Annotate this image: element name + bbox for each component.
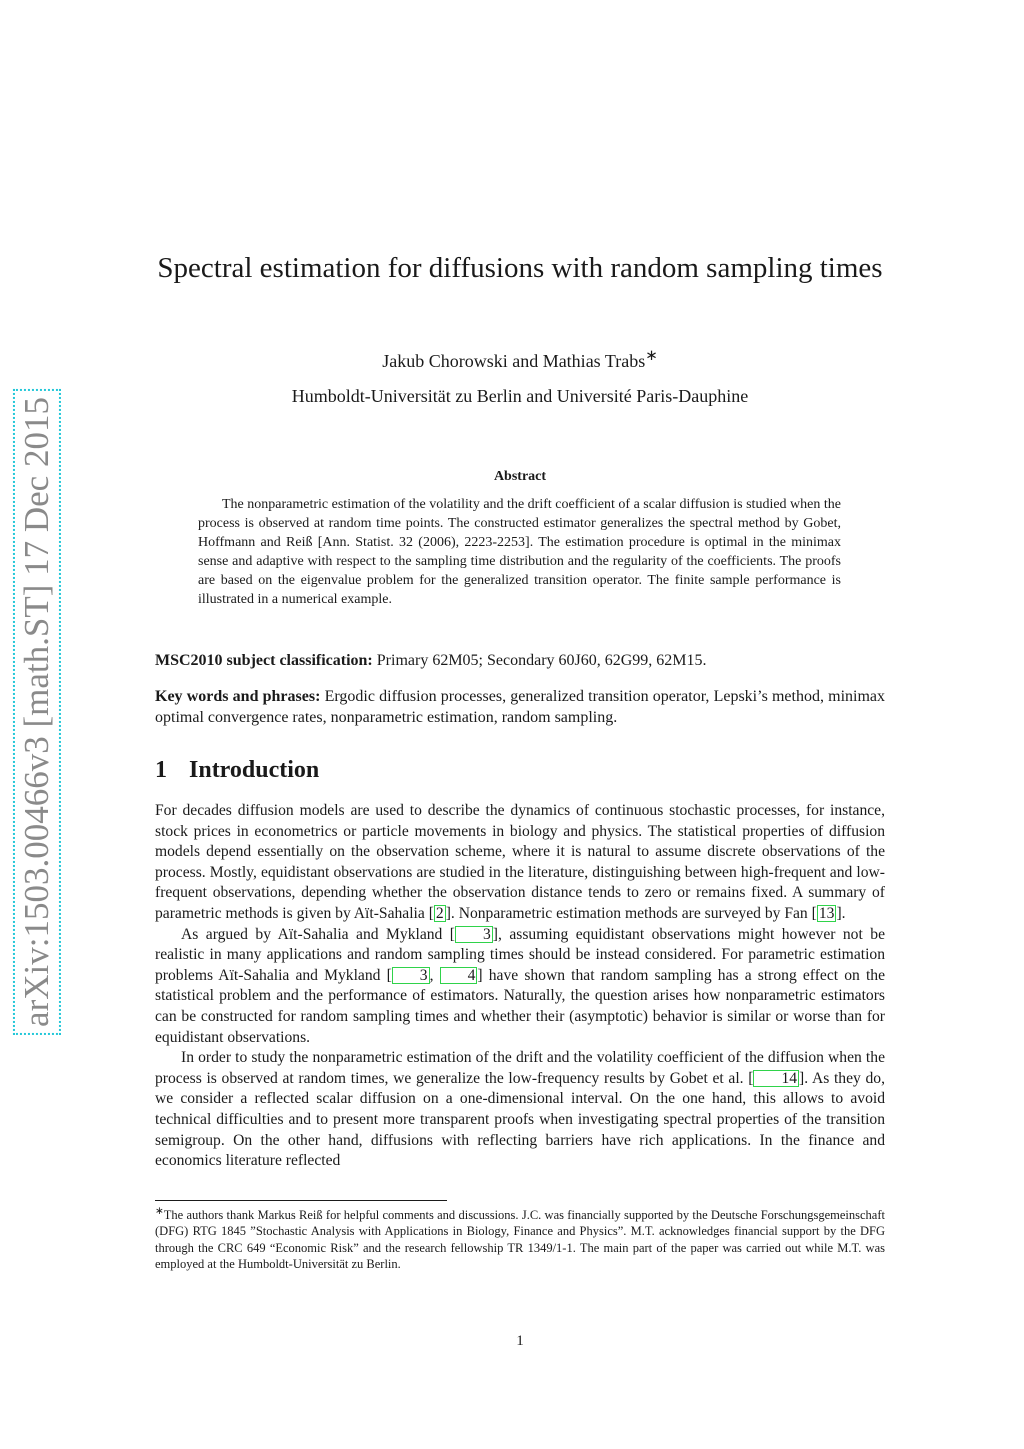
paragraph-text: , assuming equidistant observations might however not be realistic in many applications and random sampling times should be instead considered. For parametric estimation problems Aït-Sahalia and Mykland (155, 925, 885, 984)
section-title: Introduction (189, 757, 320, 783)
citation-link[interactable]: 3 (455, 926, 493, 943)
author-footnote-mark[interactable]: ∗ (645, 348, 658, 364)
msc-text: Primary 62M05; Secondary 60J60, 62G99, 62M15. (372, 652, 707, 669)
author-names: Jakub Chorowski and Mathias Trabs (382, 351, 646, 371)
abstract-heading: Abstract (493, 469, 547, 484)
paragraph-text: . As they do, we consider a reflected scalar diffusion on a one-dimensional interval. On the one hand, this allows to avoid technical difficulties and to present more transparent proofs when investigating spectral properties of the transition semigroup. On the other hand, diffusions with reflecting barriers have rich applications. In the finance and economics literature reflected (155, 1069, 885, 1170)
paragraph-text: have shown that random sampling has a strong effect on the statistical problem and the performance of estimators. Naturally, the question arises how nonparametric estimators can be constructed for random sampling times and whether their (asymptotic) behavior is similar or worse than for equidistant observations. (155, 966, 885, 1046)
section-heading (155, 757, 319, 784)
paragraph-text: . (841, 904, 846, 922)
section-number: 1 (155, 757, 167, 783)
arxiv-id-link[interactable]: arXiv:1503.00466v3 [math.ST] 17 Dec 2015 (13, 389, 61, 1035)
footnote-rule (155, 1200, 447, 1201)
msc-classification (155, 652, 885, 670)
citation-link[interactable]: 4 (440, 967, 478, 984)
citation-link[interactable]: 13 (818, 904, 835, 922)
footnote (155, 1204, 885, 1272)
affiliation: Humboldt-Universität zu Berlin and Université Paris-Dauphine (291, 386, 749, 406)
paragraph-3: In order to study the nonparametric estimation of the drift and the volatility coefficient of the diffusion when the process is observed at random times, we generalize the low-frequency results by Gobet et al. [ 14 ]. As they do, we consider a reflected scalar diffusion on a one-dimensional interval. On the one hand, this allows to avoid technical difficulties and to present more transparent proofs when investigating spectral properties of the transition semigroup. On the other hand, diffusions with reflecting barriers have rich applications. In the finance and economics literature reflected (155, 1049, 885, 1170)
footnote-text: The authors thank Markus Reiß for helpful comments and discussions. J.C. was financially supported by the Deutsche Forschungsgemeinschaft (DFG) RTG 1845 ”Stochastic Analysis with Applications in Biology, Finance and Physics”. M.T. acknowledges financial support by the DFG through the CRC 649 “Economic Risk” and the research fellowship TR 1349/1-1. The main part of the paper was carried out while M.T. was employed at the Humboldt-Universität zu Berlin. (155, 1208, 885, 1272)
keywords-label: Key words and phrases: (155, 688, 321, 705)
citation-link[interactable]: 14 (753, 1070, 799, 1087)
arxiv-stamp (12, 392, 62, 1032)
keywords (155, 686, 885, 728)
page-number: 1 (516, 1333, 524, 1349)
paper-title: Spectral estimation for diffusions with random sampling times (157, 252, 883, 284)
paragraph-text: For decades diffusion models are used to describe the dynamics of continuous stochastic processes, for instance, stock prices in econometrics or particle movements in biology and physics. The statistical properties of diffusion models depend essentially on the observation scheme, where it is natural to assume discrete observations of the process. Mostly, equidistant observations are studied in the literature, distinguishing between high-frequent and low-frequent observations, depending whether the observation distance tends to zero or remains fixed. A summary of parametric methods is given by Aït-Sahalia (155, 802, 885, 922)
paragraph-1: For decades diffusion models are used to describe the dynamics of continuous stochastic processes, for instance, stock prices in econometrics or particle movements in biology and physics. The statistical properties of diffusion models depend essentially on the observation scheme, where it is natural to assume discrete observations of the process. Mostly, equidistant observations are studied in the literature, distinguishing between high-frequent and low-frequent observations, depending whether the observation distance tends to zero or remains fixed. A summary of parametric methods is given by Aït-Sahalia [ 2 ]. Nonparametric estimation methods are surveyed by Fan [ 13 ]. (155, 802, 885, 922)
keywords-text: Ergodic diffusion processes, generalized transition operator, Lepski’s method, minimax optimal convergence rates, nonparametric estimation, random sampling. (155, 688, 886, 726)
intro-body (155, 801, 885, 1172)
footnote-mark: ∗ (155, 1206, 164, 1217)
paragraph-text: . Nonparametric estimation methods are surveyed by Fan (450, 904, 812, 922)
paragraph-text: In order to study the nonparametric estimation of the drift and the volatility coefficient of the diffusion when the process is observed at random times, we generalize the low-frequency results by Gobet et al. (155, 1049, 885, 1087)
paragraph-2: As argued by Aït-Sahalia and Mykland [ 3 ], assuming equidistant observations might however not be realistic in many applications and random sampling times should be instead considered. For parametric estimation problems Aït-Sahalia and Mykland [ 3 , 4 ] have shown that random sampling has a strong effect on the statistical problem and the performance of estimators. Naturally, the question arises how nonparametric estimators can be constructed for random sampling times and whether their (asymptotic) behavior is similar or worse than for equidistant observations. (155, 925, 885, 1046)
citation-link[interactable]: 2 (435, 904, 444, 922)
msc-label: MSC2010 subject classification: (155, 652, 373, 669)
authors (150, 346, 890, 372)
abstract-text: The nonparametric estimation of the volatility and the drift coefficient of a scalar diffusion is studied when the process is observed at random time points. The constructed estimator generalizes the spectral method by Gobet, Hoffmann and Reiß [Ann. Statist. 32 (2006), 2223-2253]. The estimation procedure is optimal in the minimax sense and adaptive with respect to the sampling time distribution and the regularity of the coefficients. The proofs are based on the eigenvalue problem for the generalized transition operator. The finite sample performance is illustrated in a numerical example. (198, 497, 841, 607)
citation-link[interactable]: 3 (392, 967, 430, 984)
paragraph-text: As argued by Aït-Sahalia and Mykland (181, 925, 450, 943)
